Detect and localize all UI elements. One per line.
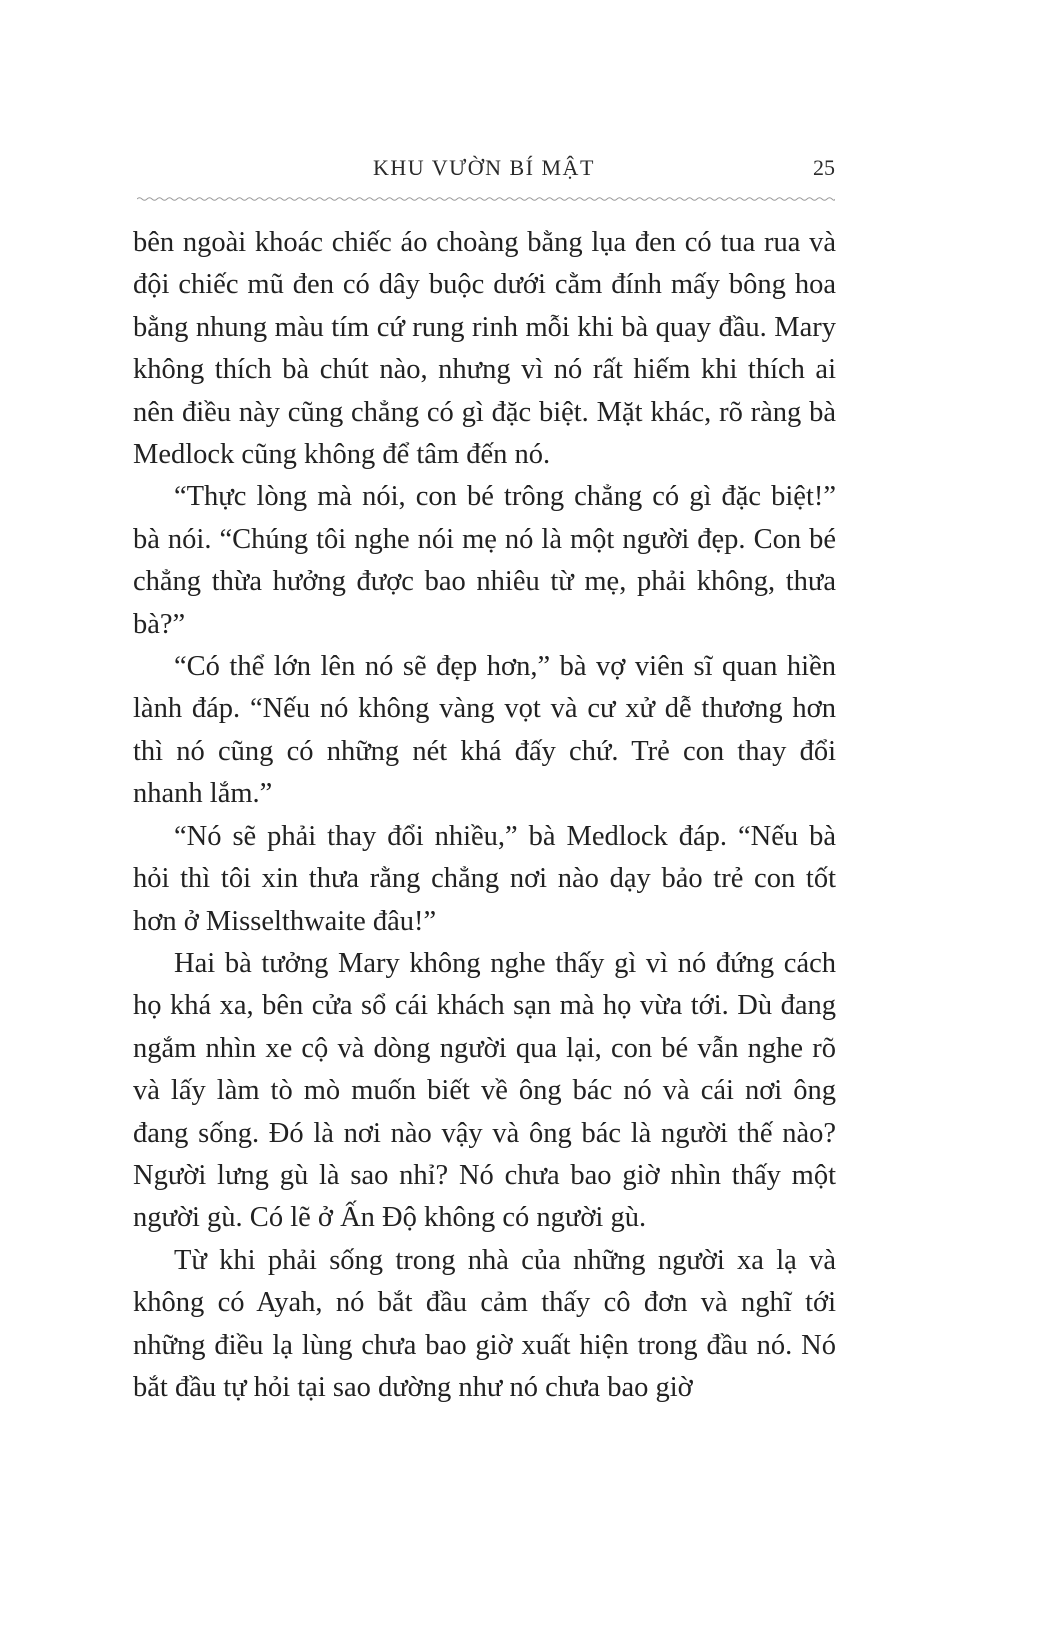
paragraph: Hai bà tưởng Mary không nghe thấy gì vì nó đứng cách họ khá xa, bên cửa sổ cái khách sạn mà họ vừa tới. Dù đang ngắm nhìn xe cộ và dòng người qua lại, con bé vẫn nghe rõ và lấy làm tò mò muốn biết về ông bác nó và cái nơi ông đang sống. Đó là nơi nào vậy và ông bác là người thế nào? Người lưng gù là sao nhỉ? Nó chưa bao giờ nhìn thấy một người gù. Có lẽ ở Ấn Độ không có người gù. bbox=[133, 947, 836, 1234]
chapter-title: KHU VƯỜN BÍ MẬT bbox=[373, 155, 595, 180]
page-number: 25 bbox=[813, 155, 835, 180]
header-divider bbox=[137, 196, 835, 202]
paragraph: “Thực lòng mà nói, con bé trông chẳng có gì đặc biệt!” bà nói. “Chúng tôi nghe nói mẹ nó là một người đẹp. Con bé chẳng thừa hưởng được bao nhiêu từ mẹ, phải không, thưa bà?” bbox=[133, 481, 836, 640]
paragraph: “Có thể lớn lên nó sẽ đẹp hơn,” bà vợ viên sĩ quan hiền lành đáp. “Nếu nó không vàng vọt và cư xử dễ thương hơn thì nó cũng có những nét khá đấy chứ. Trẻ con thay đổi nhanh lắm.” bbox=[133, 651, 836, 810]
paragraph: bên ngoài khoác chiếc áo choàng bằng lụa đen có tua rua và đội chiếc mũ đen có dây buộc dưới cằm đính mấy bông hoa bằng nhung màu tím cứ rung rinh mỗi khi bà quay đầu. Mary không thích bà chút nào, nhưng vì nó rất hiếm khi thích ai nên điều này cũng chẳng có gì đặc biệt. Mặt khác, rõ ràng bà Medlock cũng không để tâm đến nó. bbox=[133, 227, 836, 471]
paragraph: Từ khi phải sống trong nhà của những người xa lạ và không có Ayah, nó bắt đầu cảm thấy cô đơn và nghĩ tới những điều lạ lùng chưa bao giờ xuất hiện trong đầu nó. Nó bắt đầu tự hỏi tại sao dường như nó chưa bao giờ bbox=[133, 1244, 836, 1403]
running-header bbox=[137, 155, 835, 187]
paragraph: “Nó sẽ phải thay đổi nhiều,” bà Medlock đáp. “Nếu bà hỏi thì tôi xin thưa rằng chẳng nơi nào dạy bảo trẻ con tốt hơn ở Misselthwaite đâu!” bbox=[133, 820, 836, 937]
body-text bbox=[133, 222, 836, 1409]
